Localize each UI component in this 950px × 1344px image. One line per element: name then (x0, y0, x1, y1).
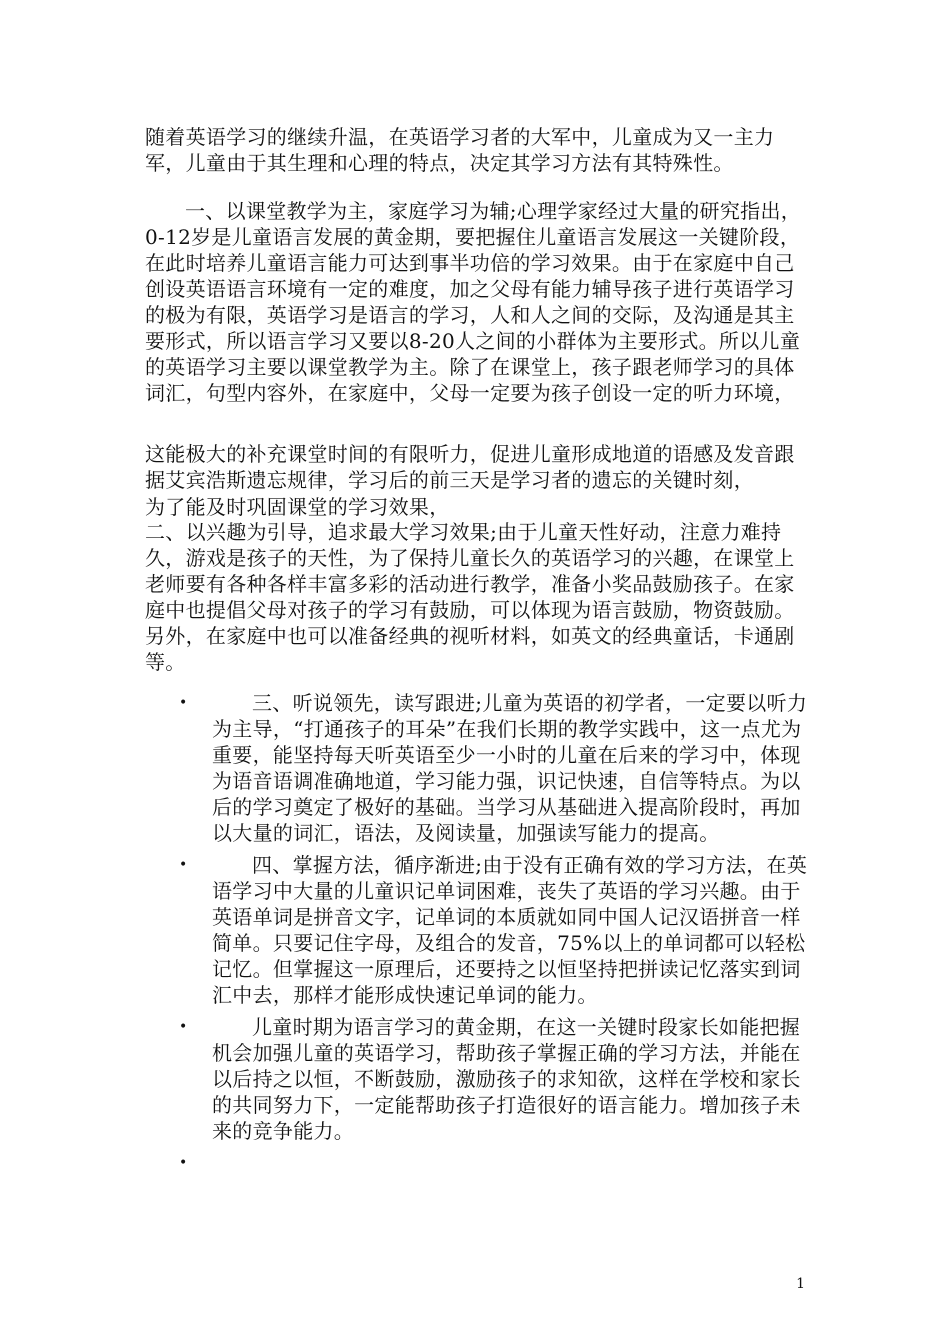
list-item-text: 三、听说领先，读写跟进;儿童为英语的初学者，一定要以听力为主导，“打通孩子的耳朵”在我们长期的教学实践中，这一点尤为重要，能坚持每天听英语至少一小时的儿童在后来的学习中，体现为语音语调准确地道，学习能力强，识记快速，自信等特点。为以后的学习奠定了极好的基础。当学习从基础进入提高阶段时，再加以大量的词汇，语法，及阅读量，加强读写能力的提高。 (212, 691, 808, 845)
bullet-list (145, 690, 810, 1182)
bullet-icon: • (179, 1019, 188, 1035)
intro-paragraph: 随着英语学习的继续升温，在英语学习者的大军中，儿童成为又一主力军，儿童由于其生理和心理的特点，决定其学习方法有其特殊性。 (145, 125, 775, 175)
list-item-text: 四、掌握方法，循序渐进;由于没有正确有效的学习方法，在英语学习中大量的儿童识记单词困难，丧失了英语的学习兴趣。由于英语单词是拼音文字，记单词的本质就如同中国人记汉语拼音一样简单。只要记住字母，及组合的发音，75%以上的单词都可以轻松记忆。但掌握这一原理后，还要持之以恒坚持把拼读记忆落实到词汇中去，那样才能形成快速记单词的能力。 (212, 853, 808, 1007)
page-number: 1 (796, 1276, 805, 1292)
section-one-paragraph: 一、以课堂教学为主，家庭学习为辅;心理学家经过大量的研究指出，0-12岁是儿童语言发展的黄金期，要把握住儿童语言发展这一关键阶段，在此时培养儿童语言能力可达到事半功倍的学习效果。由于在家庭中自己创设英语语言环境有一定的难度，加之父母有能力辅导孩子进行英语学习的极为有限，英语学习是语言的学习，人和人之间的交际，及沟通是其主要形式，所以语言学习又要以8-20人之间的小群体为主要形式。所以儿童的英语学习主要以课堂教学为主。除了在课堂上，孩子跟老师学习的具体词汇，句型内容外，在家庭中，父母一定要为孩子创设一定的听力环境， (145, 199, 802, 405)
list-item-text: 儿童时期为语言学习的黄金期，在这一关键时段家长如能把握机会加强儿童的英语学习，帮助孩子掌握正确的学习方法，并能在以后持之以恒，不断鼓励，激励孩子的求知欲，这样在学校和家长的共同努力下，一定能帮助孩子打造很好的语言能力。增加孩子未来的竞争能力。 (212, 1015, 801, 1143)
section-two-paragraph: 二、以兴趣为引导，追求最大学习效果;由于儿童天性好动，注意力难持久，游戏是孩子的天性，为了保持儿童长久的英语学习的兴趣，在课堂上老师要有各种各样丰富多彩的活动进行教学，准备小奖品鼓励孩子。在家庭中也提倡父母对孩子的学习有鼓励，可以体现为语言鼓励，物资鼓励。另外，在家庭中也可以准备经典的视听材料，如英文的经典童话，卡通剧等。 (145, 520, 795, 674)
bullet-icon: • (179, 695, 188, 711)
list-item (145, 1014, 810, 1144)
bullet-icon: • (179, 1155, 188, 1171)
bullet-icon: • (179, 857, 188, 873)
supplement-paragraph: 这能极大的补充课堂时间的有限听力，促进儿童形成地道的语感及发音跟据艾宾浩斯遗忘规律，学习后的前三天是学习者的遗忘的关键时刻， (145, 442, 795, 492)
consolidate-paragraph: 为了能及时巩固课堂的学习效果， (145, 495, 450, 519)
list-item (145, 852, 810, 1008)
empty-list-item (145, 1150, 810, 1176)
list-item (145, 690, 810, 846)
